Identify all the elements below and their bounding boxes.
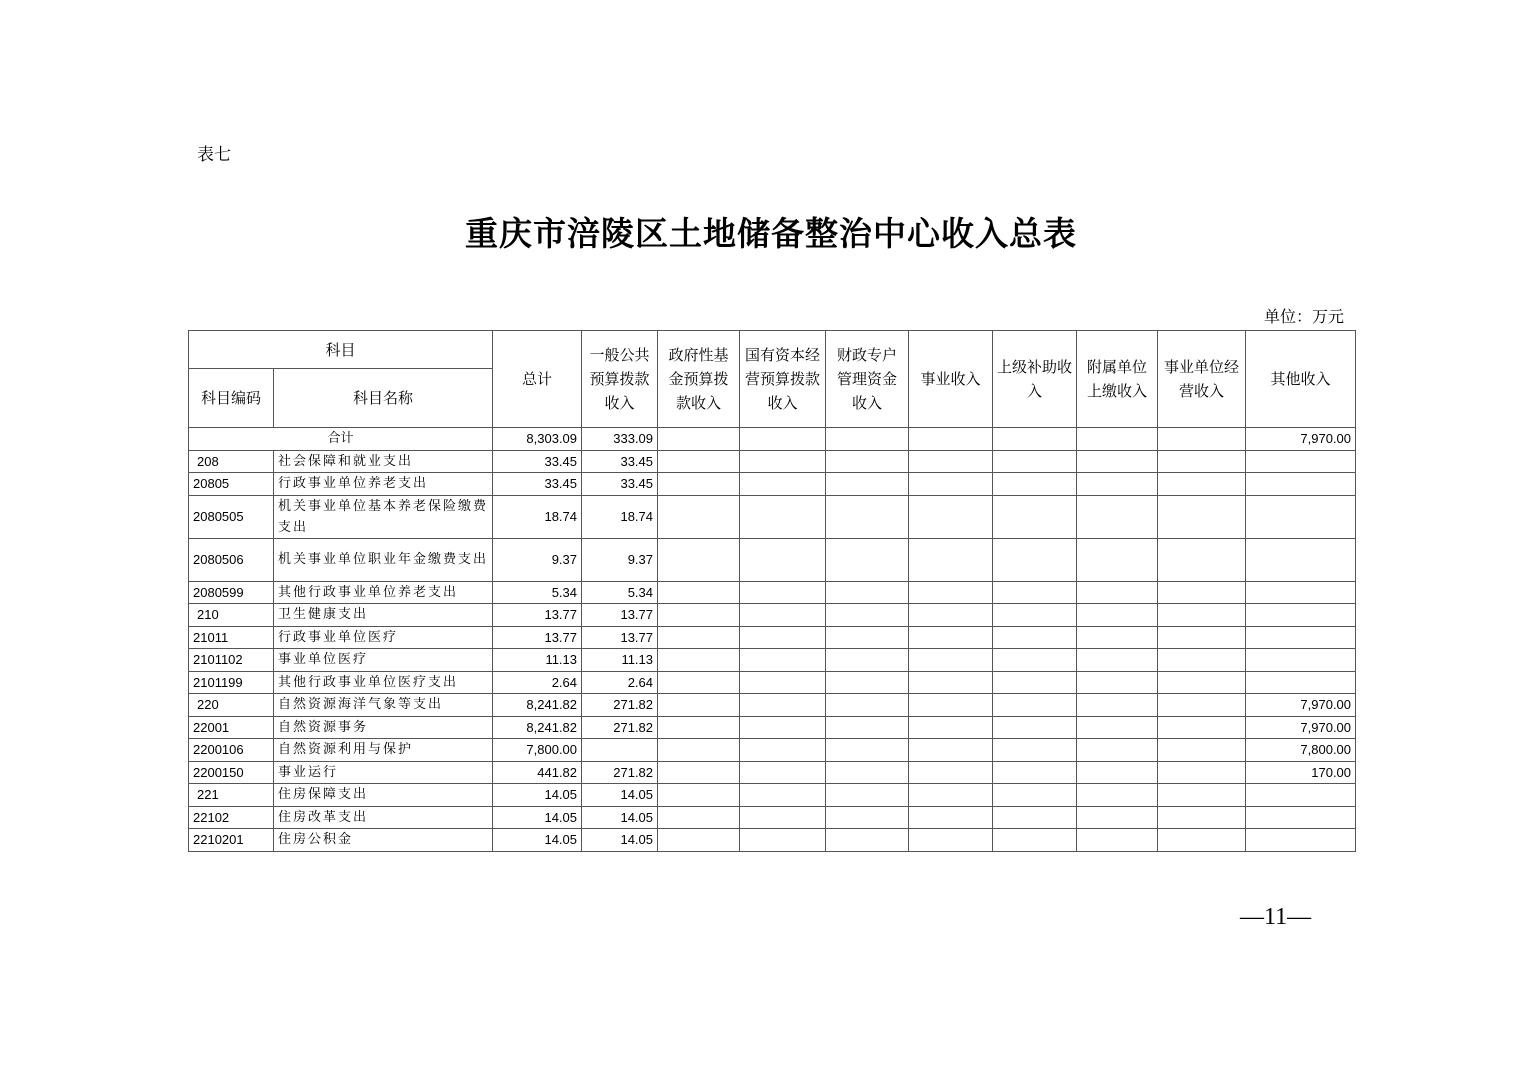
- cell-general-budget: 271.82: [582, 694, 658, 717]
- cell-other-income: [1246, 604, 1356, 627]
- cell-total: 33.45: [493, 473, 582, 496]
- table-row: [189, 829, 1356, 852]
- cell-code: 21011: [189, 626, 274, 649]
- cell-other-income: [1246, 626, 1356, 649]
- cell-general-budget: 18.74: [582, 495, 658, 538]
- cell-total: 18.74: [493, 495, 582, 538]
- table-row: [189, 694, 1356, 717]
- table-row: [189, 716, 1356, 739]
- cell-other-income: [1246, 450, 1356, 473]
- header-superior-subsidy: 上级补助收入: [993, 331, 1077, 428]
- cell-name: 其他行政事业单位养老支出: [274, 581, 493, 604]
- table-row: [189, 581, 1356, 604]
- cell-general-budget: 5.34: [582, 581, 658, 604]
- cell-code: 208: [189, 450, 274, 473]
- cell-name: 自然资源事务: [274, 716, 493, 739]
- header-general-budget: 一般公共预算拨款收入: [582, 331, 658, 428]
- cell-total: 7,800.00: [493, 739, 582, 762]
- cell-total: 14.05: [493, 784, 582, 807]
- income-summary-table: [188, 330, 1356, 852]
- header-affiliated-payment: 附属单位上缴收入: [1077, 331, 1158, 428]
- document-title: 重庆市涪陵区土地储备整治中心收入总表: [465, 214, 1077, 253]
- cell-code: 2101102: [189, 649, 274, 672]
- summary-label: 合计: [189, 428, 493, 451]
- header-other-income: 其他收入: [1246, 331, 1356, 428]
- cell-total: 33.45: [493, 450, 582, 473]
- header-subject: 科目: [189, 331, 493, 369]
- table-row: [189, 604, 1356, 627]
- cell-total: 8,241.82: [493, 716, 582, 739]
- cell-code: 22001: [189, 716, 274, 739]
- summary-general-budget: 333.09: [582, 428, 658, 451]
- cell-general-budget: 9.37: [582, 538, 658, 581]
- cell-general-budget: 271.82: [582, 716, 658, 739]
- cell-general-budget: 13.77: [582, 626, 658, 649]
- cell-code: 20805: [189, 473, 274, 496]
- table-row: [189, 626, 1356, 649]
- cell-code: 2080599: [189, 581, 274, 604]
- cell-total: 5.34: [493, 581, 582, 604]
- cell-total: 14.05: [493, 829, 582, 852]
- cell-other-income: [1246, 671, 1356, 694]
- cell-general-budget: [582, 739, 658, 762]
- table-row: [189, 784, 1356, 807]
- cell-code: 2080506: [189, 538, 274, 581]
- cell-total: 13.77: [493, 626, 582, 649]
- cell-total: 441.82: [493, 761, 582, 784]
- cell-general-budget: 271.82: [582, 761, 658, 784]
- header-operating-income: 事业单位经营收入: [1158, 331, 1246, 428]
- cell-general-budget: 2.64: [582, 671, 658, 694]
- header-total: 总计: [493, 331, 582, 428]
- cell-code: 210: [189, 604, 274, 627]
- cell-code: 220: [189, 694, 274, 717]
- cell-name: 事业运行: [274, 761, 493, 784]
- cell-name: 机关事业单位基本养老保险缴费支出: [274, 495, 493, 538]
- table-row: [189, 495, 1356, 538]
- cell-name: 行政事业单位医疗: [274, 626, 493, 649]
- table-row: [189, 761, 1356, 784]
- cell-other-income: [1246, 649, 1356, 672]
- table-row: [189, 538, 1356, 581]
- table-row: [189, 649, 1356, 672]
- cell-code: 221: [189, 784, 274, 807]
- cell-other-income: [1246, 495, 1356, 538]
- cell-code: 2200106: [189, 739, 274, 762]
- cell-name: 事业单位医疗: [274, 649, 493, 672]
- page-number: —11—: [1240, 904, 1312, 930]
- summary-row: [189, 428, 1356, 451]
- table-row: [189, 671, 1356, 694]
- cell-total: 11.13: [493, 649, 582, 672]
- cell-name: 自然资源利用与保护: [274, 739, 493, 762]
- cell-name: 自然资源海洋气象等支出: [274, 694, 493, 717]
- cell-other-income: [1246, 829, 1356, 852]
- unit-label: 单位：万元: [1263, 307, 1344, 326]
- summary-total: 8,303.09: [493, 428, 582, 451]
- table-row: [189, 739, 1356, 762]
- header-code: 科目编码: [189, 369, 274, 428]
- table-row: [189, 806, 1356, 829]
- cell-general-budget: 14.05: [582, 806, 658, 829]
- table-label: 表七: [197, 145, 231, 165]
- cell-general-budget: 13.77: [582, 604, 658, 627]
- cell-general-budget: 14.05: [582, 829, 658, 852]
- cell-other-income: 7,970.00: [1246, 694, 1356, 717]
- cell-code: 2200150: [189, 761, 274, 784]
- table-row: [189, 473, 1356, 496]
- header-state-capital: 国有资本经营预算拨款收入: [740, 331, 826, 428]
- cell-name: 住房保障支出: [274, 784, 493, 807]
- cell-name: 住房公积金: [274, 829, 493, 852]
- cell-code: 22102: [189, 806, 274, 829]
- cell-other-income: [1246, 473, 1356, 496]
- cell-general-budget: 33.45: [582, 473, 658, 496]
- cell-name: 机关事业单位职业年金缴费支出: [274, 538, 493, 581]
- cell-total: 13.77: [493, 604, 582, 627]
- cell-name: 行政事业单位养老支出: [274, 473, 493, 496]
- cell-code: 2080505: [189, 495, 274, 538]
- cell-other-income: 7,800.00: [1246, 739, 1356, 762]
- cell-other-income: 170.00: [1246, 761, 1356, 784]
- cell-other-income: [1246, 581, 1356, 604]
- cell-other-income: 7,970.00: [1246, 716, 1356, 739]
- cell-code: 2101199: [189, 671, 274, 694]
- cell-total: 8,241.82: [493, 694, 582, 717]
- cell-total: 9.37: [493, 538, 582, 581]
- table-row: [189, 450, 1356, 473]
- cell-general-budget: 11.13: [582, 649, 658, 672]
- cell-code: 2210201: [189, 829, 274, 852]
- cell-total: 14.05: [493, 806, 582, 829]
- cell-general-budget: 33.45: [582, 450, 658, 473]
- cell-name: 其他行政事业单位医疗支出: [274, 671, 493, 694]
- header-business-income: 事业收入: [909, 331, 993, 428]
- cell-other-income: [1246, 538, 1356, 581]
- cell-general-budget: 14.05: [582, 784, 658, 807]
- cell-name: 社会保障和就业支出: [274, 450, 493, 473]
- cell-total: 2.64: [493, 671, 582, 694]
- cell-other-income: [1246, 806, 1356, 829]
- cell-other-income: [1246, 784, 1356, 807]
- header-fund-budget: 政府性基金预算拨款收入: [658, 331, 740, 428]
- cell-name: 卫生健康支出: [274, 604, 493, 627]
- summary-other-income: 7,970.00: [1246, 428, 1356, 451]
- header-name: 科目名称: [274, 369, 493, 428]
- cell-name: 住房改革支出: [274, 806, 493, 829]
- header-fiscal-special: 财政专户管理资金收入: [826, 331, 909, 428]
